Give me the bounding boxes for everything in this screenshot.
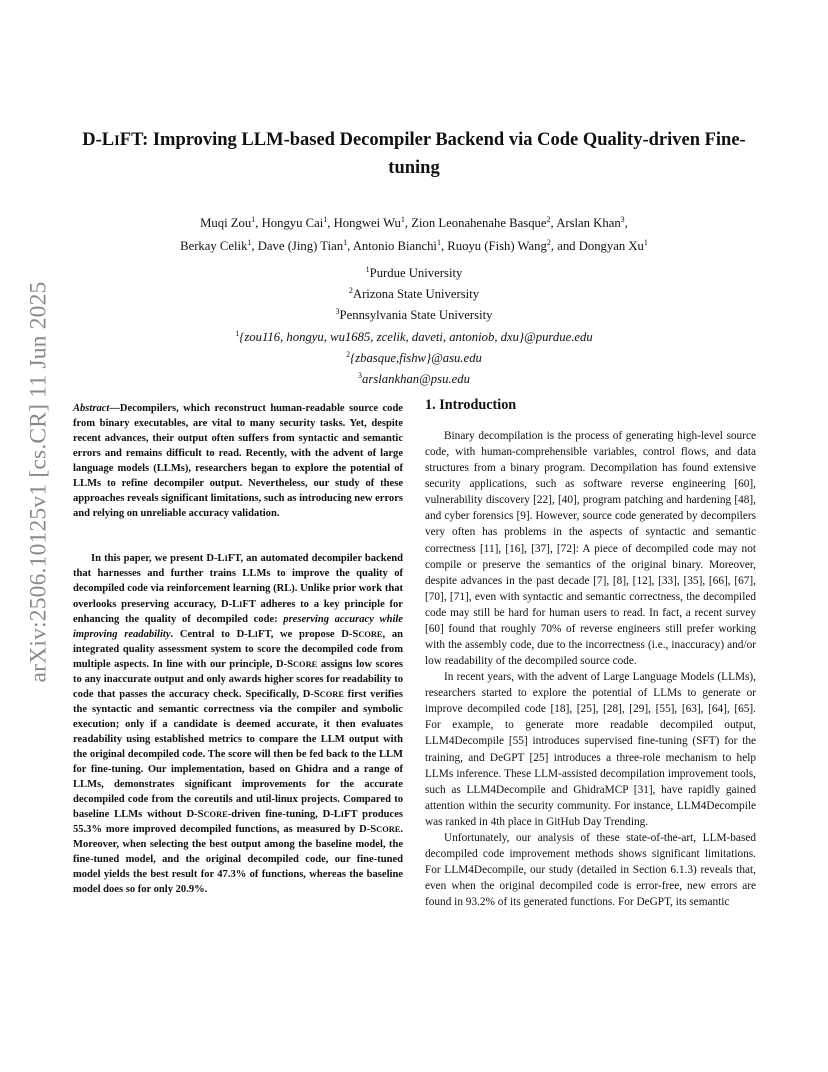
abstract-text: FT adheres to a key principle for enhancing the quality of decompiled code:: [73, 598, 403, 625]
smallcaps-text: CORE: [293, 659, 318, 669]
author-affiliation-mark: 2: [546, 238, 551, 248]
author-name: Hongwei Wu: [333, 216, 401, 231]
author-affiliation-mark: 1: [643, 238, 648, 248]
affiliation-line: [80, 282, 748, 303]
email-affiliation-number: 3: [358, 371, 363, 381]
affiliation-name: Pennsylvania State University: [339, 308, 493, 323]
author-affiliation-mark: 2: [546, 215, 551, 224]
abstract-text: In this paper, we present D-L: [91, 553, 225, 565]
title-part-3: FT: Improving LLM-based Decompiler Backend via Code Quality-driven Fine-tuning: [119, 130, 746, 178]
author-affiliation-mark: 1: [400, 215, 405, 224]
abstract-paragraph-1: [73, 401, 403, 521]
section-heading: 1. Introduction: [425, 397, 517, 413]
author-affiliation-mark: 1: [251, 215, 256, 224]
author-name: Hongyu Cai: [261, 216, 324, 231]
affiliation-number: 3: [335, 307, 340, 317]
abstract-dash: —: [109, 403, 120, 414]
affiliation-line: [80, 261, 748, 282]
affiliation-line: [80, 303, 748, 324]
email-line: [80, 325, 748, 346]
author-name: Dongyan Xu: [578, 239, 644, 254]
abstract-text: . Moreover, when selecting the best output among the baseline model, the fine-tuned model, and the original decompiled code, our fine-tuned model yields the best result for 47.3% of functions, whereas the baseline model does so for only 20.9%.: [73, 824, 403, 896]
author-name: Ruoyu (Fish) Wang: [447, 239, 547, 254]
affiliation-number: 1: [365, 265, 370, 274]
abstract-text: Decompilers, which reconstruct human-readable source code from binary executables, are vital to many security tasks. Yet, despite recent advances, their output often suffers from syntactic and semantic errors and remains difficult to read. Recently, with the advent of large language models (LLMs), researchers began to explore the potential of LLMs to refine decompiler output. Nevertheless, our study of these approaches reveals significant limitations, such as introducing new errors and relying on unreliable accuracy validation.: [73, 403, 403, 520]
abstract-text: -driven fine-tuning, D-L: [227, 809, 341, 821]
introduction-column: [425, 396, 756, 910]
email-address[interactable]: arslankhan@psu.edu: [362, 372, 470, 387]
intro-paragraph: Binary decompilation is the process of generating high-level source code, with human-comprehensible variables, control flows, and data structures from a binary program. Decompilation has found extensive security applications, such as software reverse engineering [60], vulnerability discovery [22], [40], program patching and hardening [48], and cyber forensics [9]. However, source code generated by decompilers very often has problems in the aspects of syntactic and semantic correctness [11], [16], [37], [72]: A piece of decompiled code may not compile or preserve the semantics of the original binary. Moreover, despite advances in the past decade [7], [8], [12], [33], [35], [66], [67], [70], [71], even with syntactic and semantic correctness, the decompiled code may still be hard for human users to read. In fact, a recent survey [60] found that roughly 70% of reverse engineers still prefer working with the assembly code, due to the incorrectness (i.e., inaccuracy) and/or low readability of the decompiled source code.: [425, 430, 756, 668]
intro-paragraph: Unfortunately, our analysis of these state-of-the-art, LLM-based decompiled code improvement methods shows significant limitations. For LLM4Decompile, our study (detailed in Section 6.1.3) reveals that, even when the original decompiled code is error-free, new errors are found in 93.2% of its generated functions. For DeGPT, its semantic: [425, 831, 756, 909]
smallcaps-text: CORE: [319, 689, 344, 699]
abstract-text: FT, we propose D-S: [258, 628, 359, 640]
email-line: [80, 367, 748, 388]
abstract-text: FT, an automated decompiler backend that harnesses and further trains LLMs to improve the quality of decompiled code via reinforcement learning (RL). Unlike prior work that overlooks preserving accuracy, D-L: [73, 553, 404, 610]
abstract-text: first verifies the syntactic and semantic correctness via the compiler and symbolic execution; only if a candidate is deemed accurate, it then evaluates readability using established metrics to compare the LLM output with the original decompiled code. The score will then be fed back to the LLM for fine-tuning. Our implementation, based on Ghidra and a range of LLMs, demonstrates significant improvements for the accurate decompiled code from the coreutils and util-linux projects. Compared to baseline LLMs without D-S: [73, 688, 403, 821]
author-name: Berkay Celik: [180, 239, 248, 254]
smallcaps-text: I: [254, 629, 259, 639]
affiliation-name: Purdue University: [369, 266, 463, 281]
author-affiliation-mark: 1: [436, 238, 441, 248]
email-affiliation-number: 1: [235, 328, 240, 338]
smallcaps-text: I: [239, 599, 243, 609]
abstract-text: FT produces 55.3% more improved decompiled functions, as measured by D-S: [73, 809, 403, 836]
abstract-emphasis: preserving accuracy while improving readability: [73, 613, 403, 640]
smallcaps-text: I: [340, 810, 345, 820]
email-affiliation-number: 2: [346, 349, 351, 359]
author-line-1: Muqi Zou$^1$, Hongyu Cai$^1$, Hongwei Wu$^1$, Zion Leonahenahe Basque$^2$, Arslan Khan$^3$,: [200, 215, 628, 231]
smallcaps-text: I: [224, 554, 228, 564]
abstract-column: [73, 401, 403, 897]
abstract-paragraph-2: [73, 551, 403, 897]
abstract-label: Abstract: [73, 403, 110, 414]
email-line: [80, 346, 748, 367]
affiliation-block: [80, 261, 748, 388]
email-address[interactable]: {zbasque,fishw}@asu.edu: [350, 351, 482, 366]
title-smallcaps-i: I: [114, 133, 120, 149]
email-address[interactable]: {zou116, hongyu, wu1685, zcelik, daveti, antoniob, dxu}@purdue.edu: [239, 329, 593, 344]
author-line-2: Berkay Celik$^1$, Dave (Jing) Tian$^1$, Antonio Bianchi$^1$, Ruoyu (Fish) Wang$^2$, and Dongyan Xu$^1$: [180, 238, 648, 254]
affiliation-name: Arizona State University: [352, 287, 480, 302]
author-affiliation-mark: 1: [247, 238, 252, 248]
author-affiliation-mark: 1: [343, 238, 348, 248]
author-name: Arslan Khan: [556, 216, 621, 231]
affiliation-number: 2: [348, 286, 353, 296]
author-name: Muqi Zou: [200, 216, 252, 231]
intro-paragraph: In recent years, with the advent of Large Language Models (LLMs), researchers started to explore the potential of LLMs to generate or improve decompiled code [18], [25], [28], [29], [55], [63], [64], [65]. For example, to generate more readable decompiled output, LLM4Decompile [55] introduces supervised fine-tuning (SFT) for the training, and DeGPT [25] introduces a three-role mechanism to help LLMs inference. These LLM-assisted decompilation improvement tools, such as LLM4Decompile and GhidraMCP [31], have rapidly gained attention within the security community. For instance, LLM4Decompile was ranked in 4th place in GitHub Day Trending.: [425, 671, 756, 828]
author-affiliation-mark: 1: [323, 215, 328, 224]
abstract-text: assigns low scores to any inaccurate output and only awards higher scores for readability to code that passes the accuracy check. Specifically, D-S: [73, 658, 404, 700]
abstract-text: , an integrated quality assessment system to score the decompiled code from multiple aspects. In line with our principle, D-S: [73, 628, 403, 670]
author-name: Antonio Bianchi: [352, 239, 437, 254]
arxiv-identifier[interactable]: arXiv:2506.10125v1 [cs.CR] 11 Jun 2025: [25, 281, 52, 683]
abstract-text: . Central to D-L: [170, 628, 255, 640]
smallcaps-text: CORE: [358, 629, 383, 639]
author-affiliation-mark: 3: [620, 215, 625, 224]
author-name: Dave (Jing) Tian: [257, 239, 344, 254]
title-part-1: D-L: [82, 130, 115, 150]
author-name: Zion Leonahenahe Basque: [411, 216, 547, 231]
smallcaps-text: CORE: [203, 810, 228, 820]
smallcaps-text: CORE: [376, 825, 401, 835]
author-list: [80, 210, 748, 256]
paper-title: [80, 127, 748, 182]
